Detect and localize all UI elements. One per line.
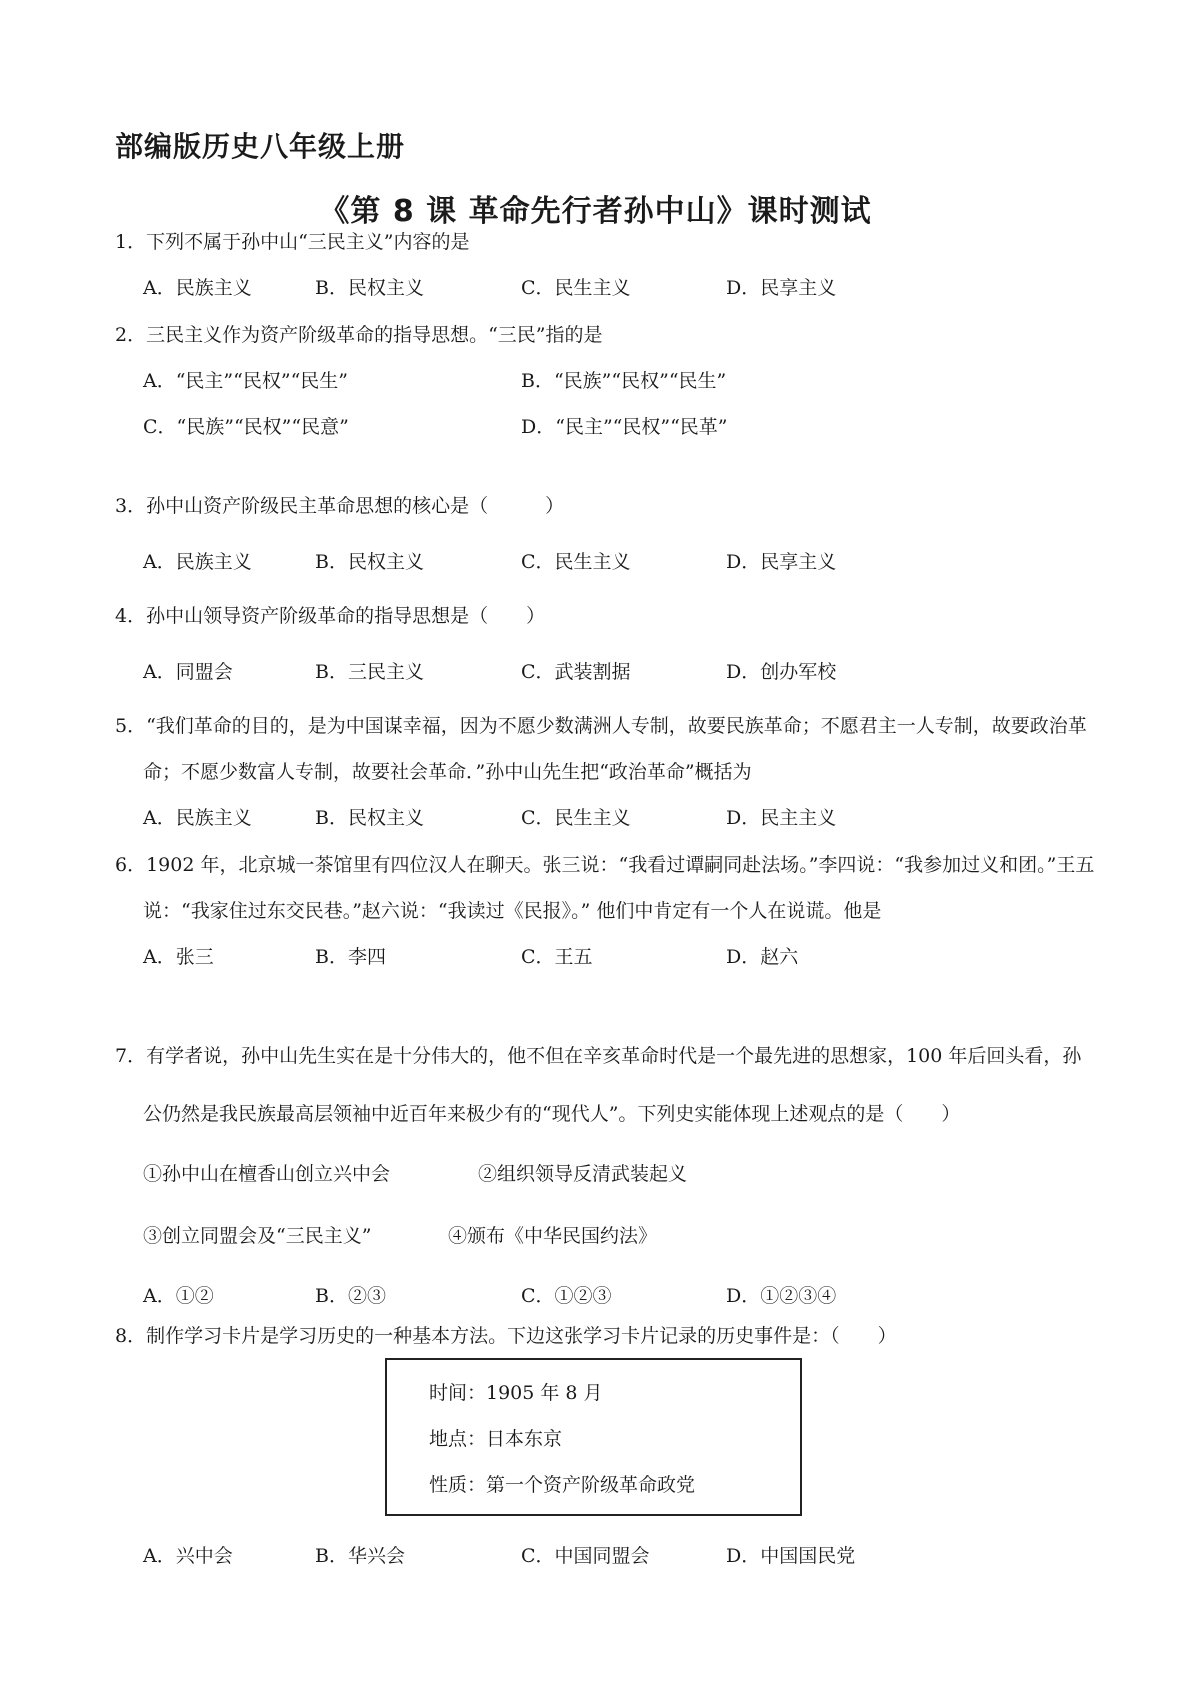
option-a: A．“民主”“民权”“民生”	[143, 370, 349, 392]
question-7	[115, 1027, 1100, 1325]
option-c: C．武装割据	[521, 661, 631, 683]
question-stem: 6．1902 年，北京城一茶馆里有四位汉人在聊天。张三说：“我看过谭嗣同赴法场。”李四说：“我参加过义和团。”王五说：“我家住过东交民巷。”赵六说：“我读过《民报》。” 他们中肯定有一个人在说谎。他是	[115, 854, 1095, 922]
option-a: A．民族主义	[143, 807, 252, 829]
option-a: A．民族主义	[143, 551, 252, 573]
options-row	[143, 265, 1100, 311]
document-header: 部编版历史八年级上册	[115, 130, 406, 163]
question-6	[115, 842, 1100, 980]
statement-4: ④颁布《中华民国约法》	[448, 1225, 658, 1247]
statement-3: ③创立同盟会及“三民主义”	[143, 1225, 372, 1247]
option-b: B．民权主义	[315, 277, 424, 299]
question-stem: 4．孙中山领导资产阶级革命的指导思想是（ ）	[115, 605, 546, 627]
question-stem: 2．三民主义作为资产阶级革命的指导思想。“三民”指的是	[115, 324, 603, 346]
option-c: C．民生主义	[521, 807, 631, 829]
question-stem: 5．“我们革命的目的，是为中国谋幸福，因为不愿少数满洲人专制，故要民族革命；不愿君主一人专制，故要政治革命；不愿少数富人专制，故要社会革命．”孙中山先生把“政治革命”概括为	[115, 715, 1087, 783]
option-c: C．王五	[521, 946, 593, 968]
statement-row	[143, 1205, 1100, 1267]
statement-2: ②组织领导反清武装起义	[478, 1163, 688, 1185]
card-line-place: 地点：日本东京	[429, 1428, 563, 1450]
card-line-time: 时间：1905 年 8 月	[429, 1382, 603, 1404]
question-stem: 1．下列不属于孙中山“三民主义”内容的是	[115, 231, 470, 253]
question-2	[115, 312, 1100, 450]
option-b: B．“民族”“民权”“民生”	[521, 370, 727, 392]
option-a: A．张三	[143, 946, 214, 968]
statement-row	[143, 1143, 1100, 1205]
option-d: D．中国国民党	[726, 1545, 856, 1567]
option-d: D．民享主义	[726, 551, 837, 573]
option-d: D．“民主”“民权”“民革”	[521, 416, 728, 438]
option-b: B．民权主义	[315, 807, 424, 829]
option-a: A．民族主义	[143, 277, 252, 299]
options-row	[143, 934, 1100, 980]
option-d: D．创办军校	[726, 661, 837, 683]
option-d: D．①②③④	[726, 1285, 837, 1307]
question-1	[115, 219, 1100, 311]
option-a: A．兴中会	[143, 1545, 233, 1567]
question-5	[115, 703, 1100, 841]
options-row	[143, 795, 1100, 841]
option-c: C．“民族”“民权”“民意”	[143, 416, 349, 438]
option-b: B．李四	[315, 946, 386, 968]
statement-1: ①孙中山在檀香山创立兴中会	[143, 1163, 391, 1185]
option-d: D．民主主义	[726, 807, 837, 829]
options-row	[143, 539, 1100, 585]
question-4	[115, 593, 1100, 695]
options-row	[143, 649, 1100, 695]
option-b: B．三民主义	[315, 661, 424, 683]
study-card	[385, 1358, 802, 1516]
question-stem: 3．孙中山资产阶级民主革命思想的核心是（ ）	[115, 495, 565, 517]
option-b: B．②③	[315, 1285, 386, 1307]
option-c: C．①②③	[521, 1285, 612, 1307]
option-d: D．赵六	[726, 946, 799, 968]
document-title: 《第 8 课 革命先行者孙中山》课时测试	[319, 194, 872, 229]
option-c: C．民生主义	[521, 277, 631, 299]
options-row	[143, 1533, 1100, 1579]
option-b: B．民权主义	[315, 551, 424, 573]
option-a: A．①②	[143, 1285, 214, 1307]
question-stem: 8．制作学习卡片是学习历史的一种基本方法。下边这张学习卡片记录的历史事件是：（ ）	[115, 1325, 897, 1347]
question-8-options	[115, 1533, 1100, 1579]
option-a: A．同盟会	[143, 661, 233, 683]
option-d: D．民享主义	[726, 277, 837, 299]
question-3	[115, 483, 1100, 585]
options-row	[143, 358, 1100, 404]
option-c: C．中国同盟会	[521, 1545, 650, 1567]
card-line-nature: 性质：第一个资产阶级革命政党	[429, 1474, 696, 1496]
options-row	[143, 404, 1100, 450]
option-b: B．华兴会	[315, 1545, 405, 1567]
option-c: C．民生主义	[521, 551, 631, 573]
question-stem: 7．有学者说，孙中山先生实在是十分伟大的，他不但在辛亥革命时代是一个最先进的思想家，100 年后回头看，孙公仍然是我民族最高层领袖中近百年来极少有的“现代人”。下列史实能体现上述观点的是（ ）	[115, 1045, 1082, 1125]
question-8	[115, 1313, 1100, 1359]
